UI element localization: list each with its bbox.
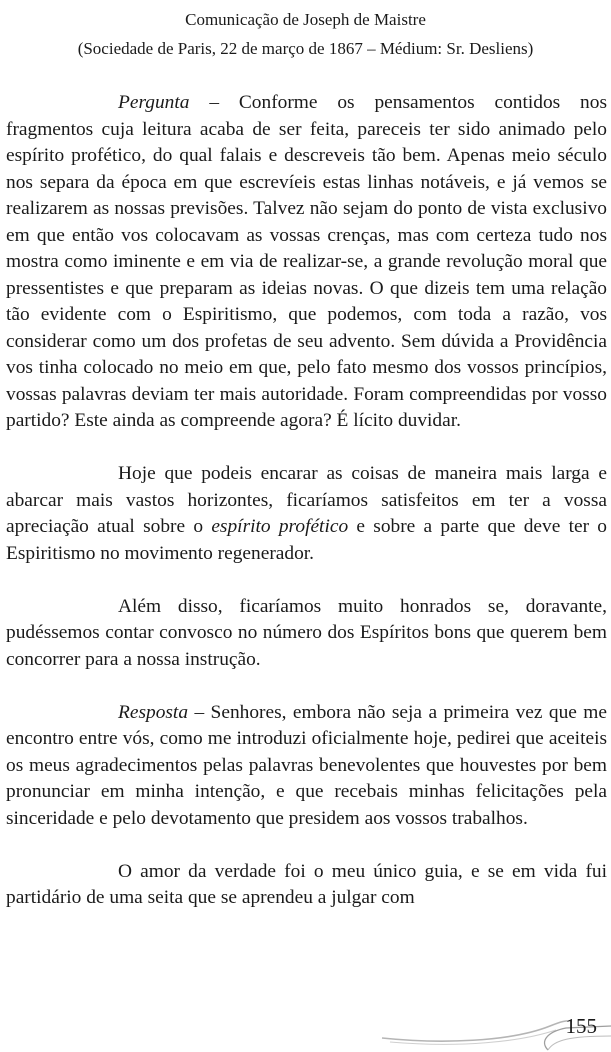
paragraph-love-of-truth <box>6 859 607 912</box>
paragraph-question <box>6 90 607 435</box>
answer-label: Resposta <box>118 701 189 723</box>
communication-title: Comunicação de Joseph de Maistre <box>185 10 426 29</box>
paragraph-prophetic-spirit <box>6 461 607 567</box>
prophetic-text-before: Hoje que podeis encarar as coisas de maneira mais larga e abarcar mais vastos horizontes, ficaríamos satisfeitos em ter a vossa apreciação atual sobre o <box>6 463 607 537</box>
paragraph-answer <box>6 700 607 833</box>
question-text: – Conforme os pensamentos contidos nos fragmentos cuja leitura acaba de ser feita, pareceis ter sido animado pelo espírito profético, do qual falais e descreveis tão bem. Apenas meio século nos separa da época em que escrevíeis estas linhas notáveis, e já vemos se realizarem as nossas previsões. Talvez não sejam do ponto de vista exclusivo em que então vos colocavam as vossas crenças, mas com certeza tudo nos mostra como iminente e em via de realizar-se, a grande revolução moral que pressentistes e que preparam as ideias novas. O que dizeis tem uma relação tão evidente com o Espiritismo, que podemos, com toda a razão, vos considerar como um dos profetas de seu advento. Sem dúvida a Providência vos tinha colocado no meio em que, pelo fato mesmo dos vossos princípios, vossas palavras deviam ter mais autoridade. Foram compreendidas por vosso partido? Este ainda as compreende agora? É lícito duvidar. <box>6 92 607 431</box>
page-number: 155 <box>565 1014 597 1038</box>
answer-text: – Senhores, embora não seja a primeira vez que me encontro entre vós, como me introduzi oficialmente hoje, pedirei que aceiteis os meus agradecimentos pelas palavras benevolentes que houvestes por bem pronunciar em minha intenção, e que recebais minhas felicitações pela sinceridade e pelo devotamento que presidem aos vossos trabalhos. <box>6 701 607 829</box>
prophetic-text-after: e sobre a parte que deve ter o Espiritismo no movimento regenerador. <box>6 516 607 564</box>
honored-text: Além disso, ficaríamos muito honrados se, doravante, pudéssemos contar convosco no número dos Espíritos bons que querem bem concorrer para a nossa instrução. <box>6 595 607 670</box>
question-label: Pergunta <box>118 92 190 113</box>
paragraph-honored <box>6 594 607 674</box>
prophetic-emphasis: espírito profético <box>211 516 349 537</box>
page-header <box>0 5 611 63</box>
body-text <box>6 90 607 912</box>
love-of-truth-text: O amor da verdade foi o meu único guia, e se em vida fui partidário de uma seita que se aprendeu a julgar com <box>6 860 607 908</box>
communication-subtitle: (Sociedade de Paris, 22 de março de 1867 – Médium: Sr. Desliens) <box>77 39 534 58</box>
